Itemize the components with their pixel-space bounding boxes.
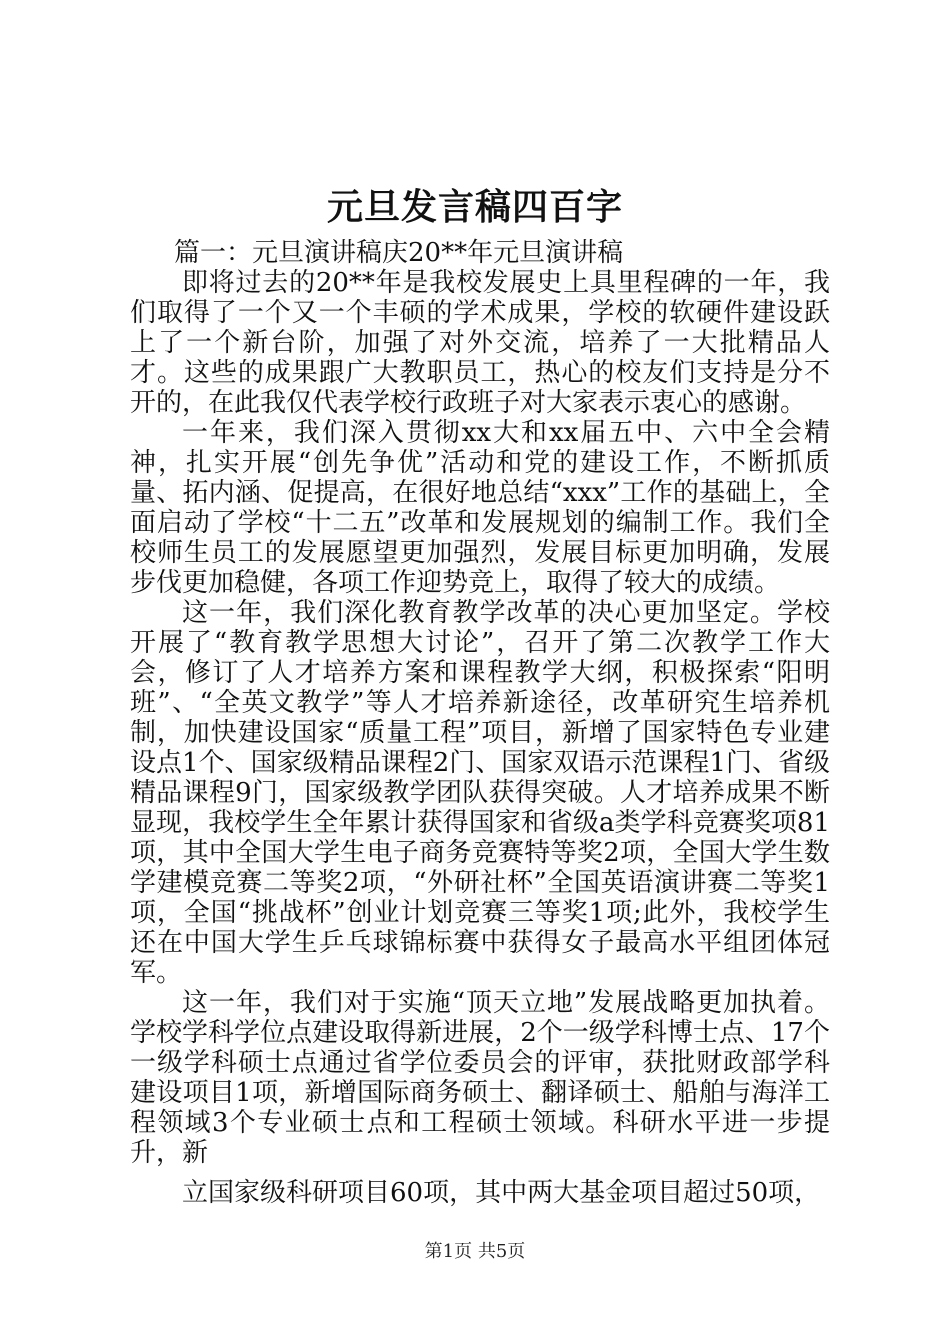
document-body [130,238,830,1208]
paragraph-1: 即将过去的20**年是我校发展史上具里程碑的一年，我们取得了一个又一个丰硕的学术成果，学校的软硬件建设跃上了一个新台阶，加强了对外交流，培养了一大批精品人才。这些的成果跟广大教职员工，热心的校友们支持是分不开的，在此我仅代表学校行政班子对大家表示衷心的感谢。 [130,268,830,418]
paragraph-5: 立国家级科研项目60项，其中两大基金项目超过50项， [182,1178,821,1208]
paragraph-2: 一年来，我们深入贯彻xx大和xx届五中、六中全会精神，扎实开展“创先争优”活动和党的建设工作，不断抓质量、拓内涵、促提高，在很好地总结“xxx”工作的基础上，全面启动了学校“十二五”改革和发展规划的编制工作。我们全校师生员工的发展愿望更加强烈，发展目标更加明确，发展步伐更加稳健，各项工作迎势竞上，取得了较大的成绩。 [130,418,830,598]
page-number-footer: 第1页 共5页 [424,1241,526,1262]
paragraph-4: 这一年，我们对于实施“顶天立地”发展战略更加执着。学校学科学位点建设取得新进展，2个一级学科博士点、17个一级学科硕士点通过省学位委员会的评审，获批财政部学科建设项目1项，新增国际商务硕士、翻译硕士、船舶与海洋工程领域3个专业硕士点和工程硕士领域。科研水平进一步提升，新 [130,988,830,1168]
document-subtitle: 篇一：元旦演讲稿庆20**年元旦演讲稿 [174,238,624,268]
document-title: 元旦发言稿四百字 [326,186,623,228]
paragraph-3: 这一年，我们深化教育教学改革的决心更加坚定。学校开展了“教育教学思想大讨论”，召开了第二次教学工作大会，修订了人才培养方案和课程教学大纲，积极探索“阳明班”、“全英文教学”等人才培养新途径，改革研究生培养机制，加快建设国家“质量工程”项目，新增了国家特色专业建设点1个、国家级精品课程2门、国家双语示范课程1门、省级精品课程9门，国家级教学团队获得突破。人才培养成果不断显现，我校学生全年累计获得国家和省级a类学科竞赛奖项81项，其中全国大学生电子商务竞赛特等奖2项，全国大学生数学建模竞赛二等奖2项，“外研社杯”全国英语演讲赛二等奖1项，全国“挑战杯”创业计划竞赛三等奖1项;此外，我校学生还在中国大学生乒乓球锦标赛中获得女子最高水平组团体冠军。 [130,598,830,988]
